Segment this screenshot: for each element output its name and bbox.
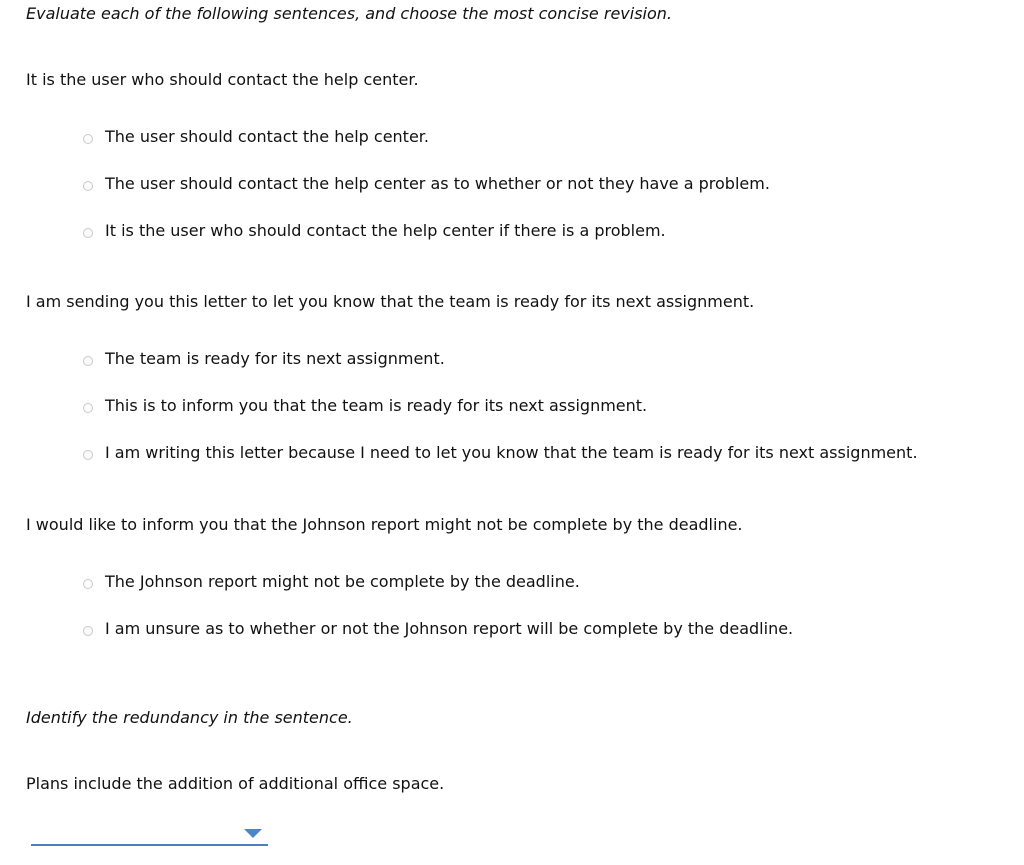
instruction-identify: Identify the redundancy in the sentence. <box>26 708 353 727</box>
option-label: It is the user who should contact the help center if there is a problem. <box>105 220 666 240</box>
radio-unchecked-icon[interactable] <box>83 181 93 191</box>
radio-unchecked-icon[interactable] <box>83 626 93 636</box>
question-1-option-2[interactable] <box>83 173 770 193</box>
radio-unchecked-icon[interactable] <box>83 356 93 366</box>
question-3-option-1[interactable] <box>83 571 580 591</box>
question-2-sentence: I am sending you this letter to let you know that the team is ready for its next assignment. <box>26 292 755 311</box>
question-1-sentence: It is the user who should contact the help center. <box>26 70 419 89</box>
option-label: This is to inform you that the team is ready for its next assignment. <box>105 395 648 415</box>
question-3-sentence: I would like to inform you that the Johnson report might not be complete by the deadline. <box>26 515 743 534</box>
option-label: I am writing this letter because I need to let you know that the team is ready for its next assignment. <box>105 442 918 462</box>
question-1-option-1[interactable] <box>83 126 429 146</box>
radio-unchecked-icon[interactable] <box>83 228 93 238</box>
redundancy-dropdown[interactable] <box>31 822 268 846</box>
option-label: The user should contact the help center as to whether or not they have a problem. <box>105 173 770 193</box>
question-3-option-2[interactable] <box>83 618 793 638</box>
radio-unchecked-icon[interactable] <box>83 403 93 413</box>
radio-unchecked-icon[interactable] <box>83 450 93 460</box>
instruction-evaluate: Evaluate each of the following sentences, and choose the most concise revision. <box>26 4 672 23</box>
caret-down-icon[interactable] <box>244 829 262 838</box>
option-label: I am unsure as to whether or not the Johnson report will be complete by the deadline. <box>105 618 794 638</box>
option-label: The team is ready for its next assignment. <box>105 348 445 368</box>
option-label: The Johnson report might not be complete by the deadline. <box>105 571 580 591</box>
radio-unchecked-icon[interactable] <box>83 579 93 589</box>
question-2-option-1[interactable] <box>83 348 445 368</box>
radio-unchecked-icon[interactable] <box>83 134 93 144</box>
question-2-option-3[interactable] <box>83 442 918 462</box>
question-2-option-2[interactable] <box>83 395 647 415</box>
redundancy-sentence: Plans include the addition of additional office space. <box>26 774 445 793</box>
question-1-option-3[interactable] <box>83 220 666 240</box>
option-label: The user should contact the help center. <box>105 126 429 146</box>
